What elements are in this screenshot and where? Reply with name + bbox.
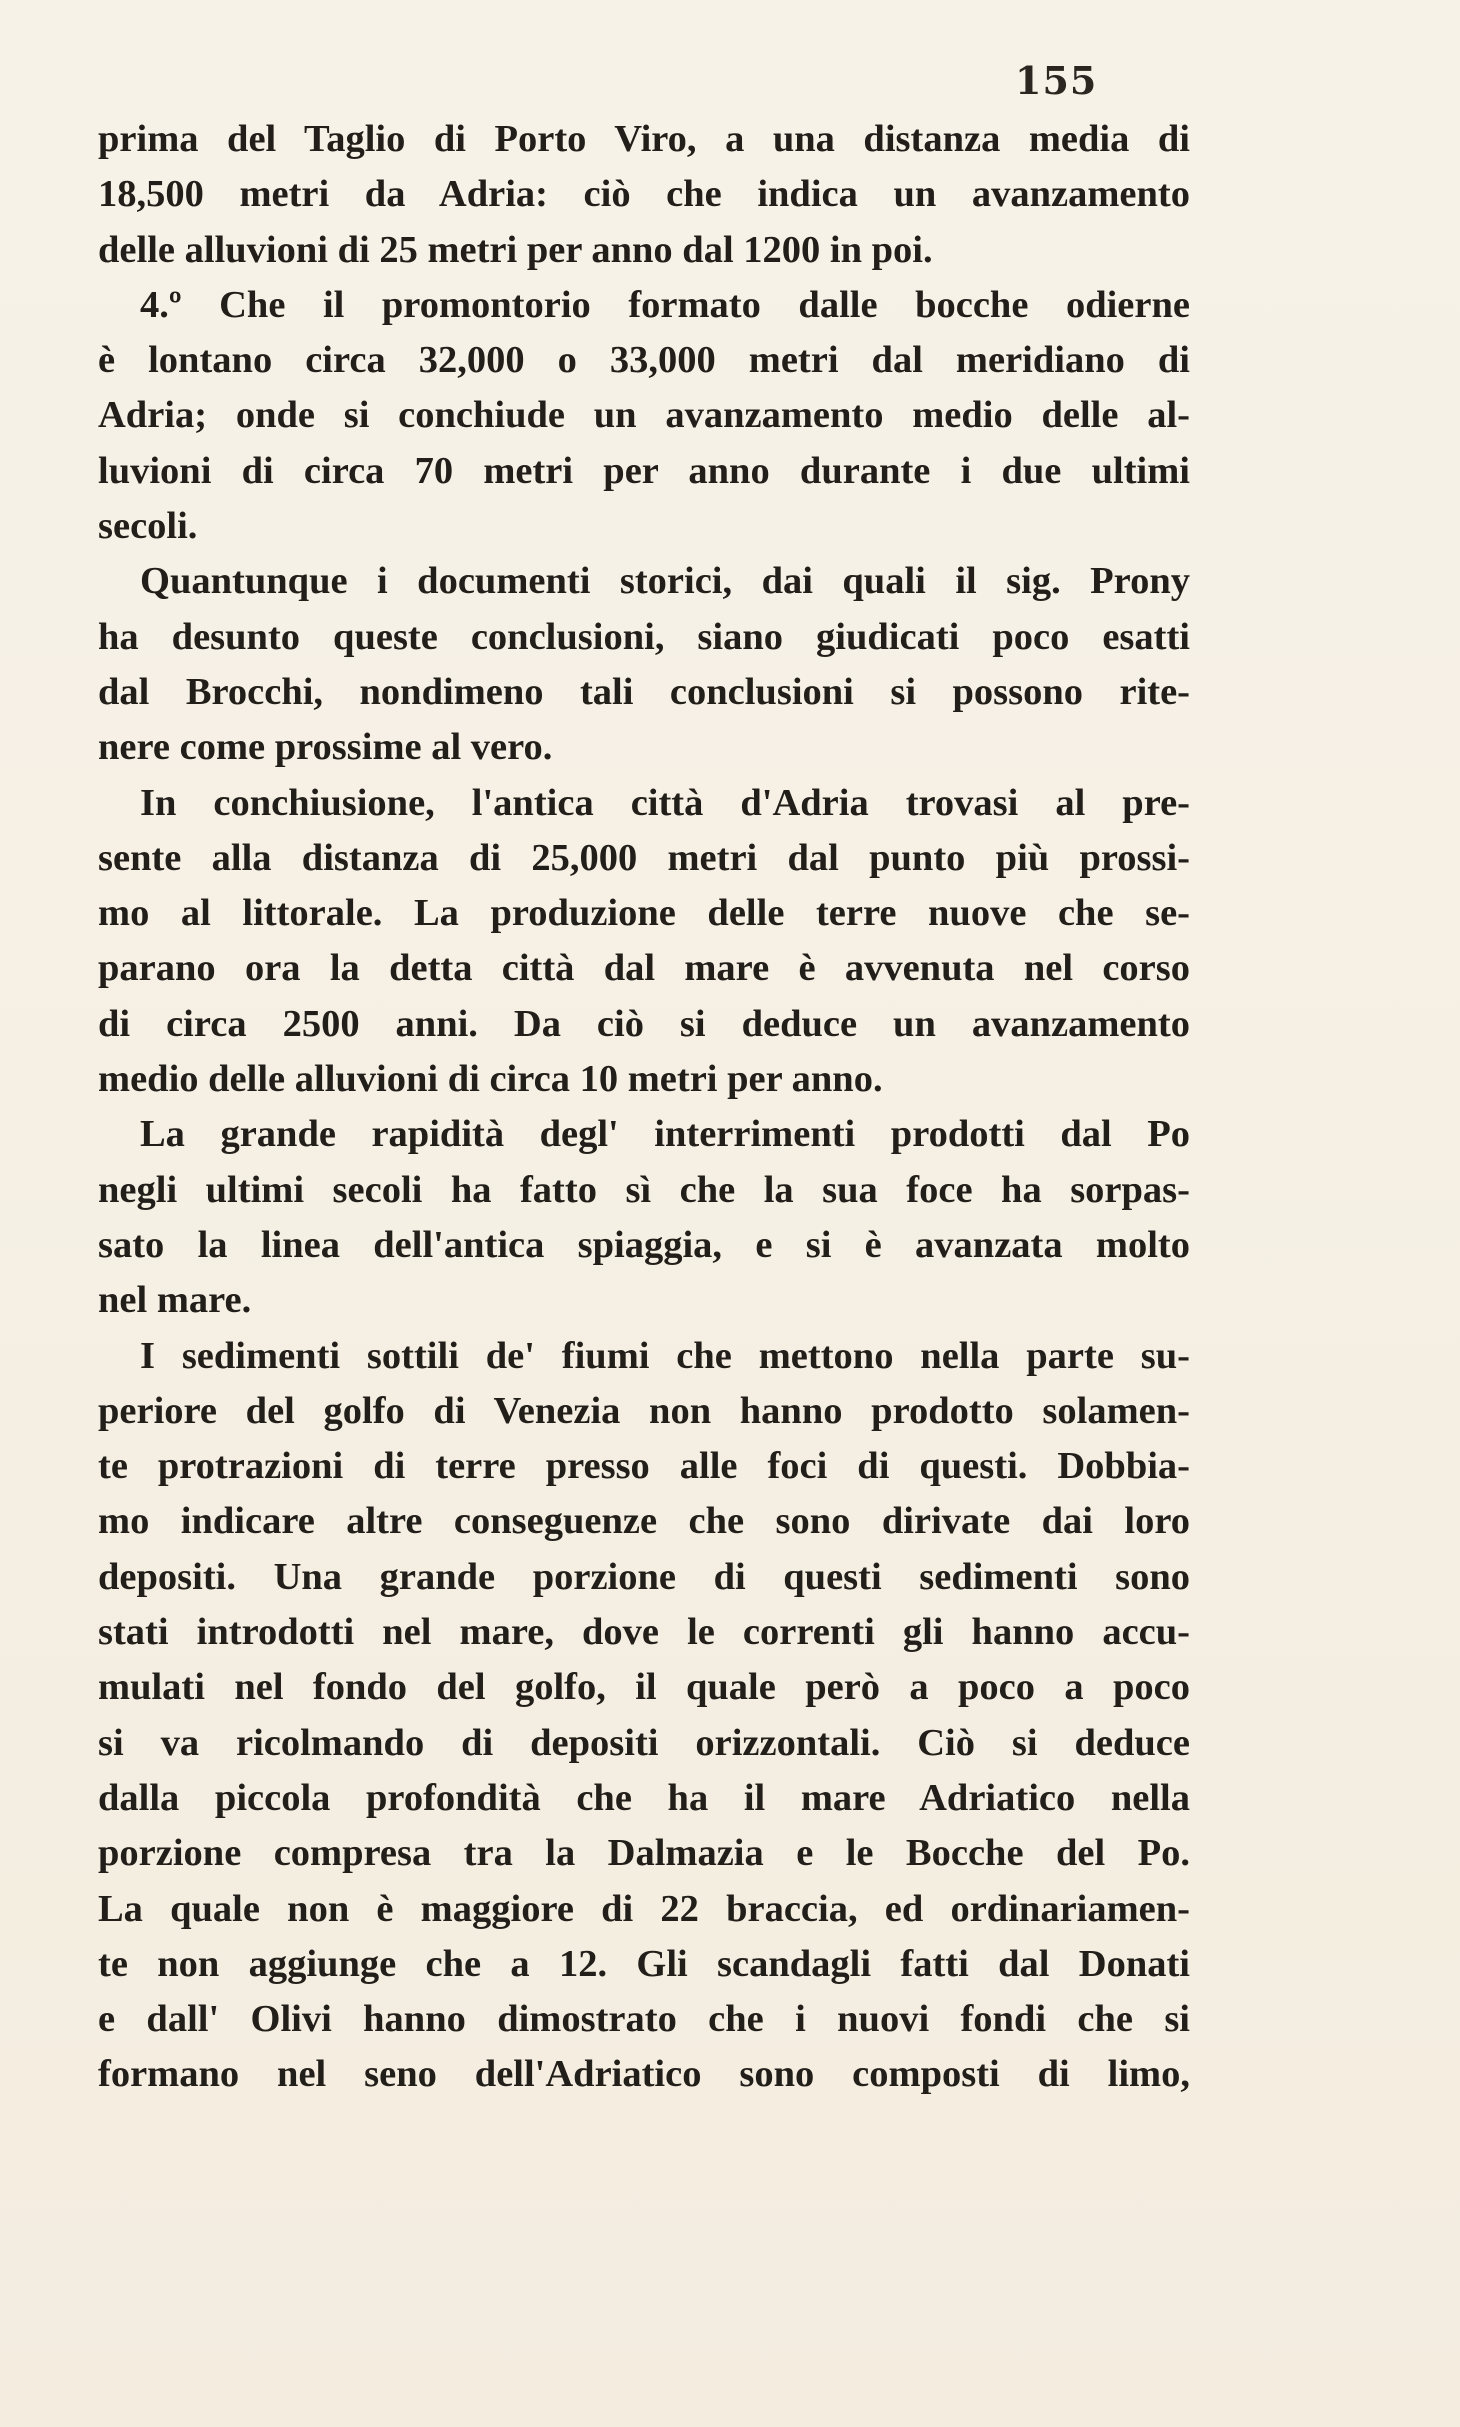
text-line: stati introdotti nel mare, dove le correnti gli hanno accu-	[98, 1611, 1190, 1654]
text-line: si va ricolmando di depositi orizzontali. Ciò si deduce	[98, 1721, 1190, 1764]
text-line: prima del Taglio di Porto Viro, a una distanza media di	[98, 118, 1190, 160]
text-line: 4.º Che il promontorio formato dalle bocche odierne	[140, 283, 1190, 326]
text-line: periore del golfo di Venezia non hanno prodotto solamen-	[98, 1389, 1190, 1432]
text-line: te non aggiunge che a 12. Gli scandagli fatti dal Donati	[98, 1942, 1190, 1985]
text-line: dalla piccola profondità che ha il mare Adriatico nella	[98, 1776, 1190, 1819]
text-line: 18,500 metri da Adria: ciò che indica un avanzamento	[98, 173, 1190, 216]
text-line: secoli.	[98, 505, 198, 548]
text-line: mulati nel fondo del golfo, il quale però a poco a poco	[98, 1666, 1190, 1709]
text-line: nel mare.	[98, 1279, 252, 1322]
text-line: e dall' Olivi hanno dimostrato che i nuovi fondi che si	[98, 1998, 1190, 2041]
text-line: mo al littorale. La produzione delle terre nuove che se-	[98, 892, 1190, 935]
text-line: luvioni di circa 70 metri per anno durante i due ultimi	[98, 449, 1190, 492]
text-line: mo indicare altre conseguenze che sono dirivate dai loro	[98, 1500, 1190, 1543]
text-line: nere come prossime al vero.	[98, 726, 553, 769]
text-line: ha desunto queste conclusioni, siano giudicati poco esatti	[98, 615, 1190, 658]
text-line: delle alluvioni di 25 metri per anno dal 1200 in poi.	[98, 228, 933, 271]
text-line: dal Brocchi, nondimeno tali conclusioni si possono rite-	[98, 670, 1190, 713]
text-line: sato la linea dell'antica spiaggia, e si è avanzata molto	[98, 1223, 1190, 1266]
text-line: In conchiusione, l'antica città d'Adria trovasi al pre-	[140, 781, 1190, 824]
text-line: porzione compresa tra la Dalmazia e le Bocche del Po.	[98, 1832, 1190, 1875]
text-line: negli ultimi secoli ha fatto sì che la sua foce ha sorpas-	[98, 1168, 1190, 1211]
text-line: Quantunque i documenti storici, dai quali il sig. Prony	[140, 560, 1190, 603]
text-line: medio delle alluvioni di circa 10 metri per anno.	[98, 1058, 883, 1101]
text-line: te protrazioni di terre presso alle foci di questi. Dobbia-	[98, 1445, 1190, 1488]
text-line: I sedimenti sottili de' fiumi che mettono nella parte su-	[140, 1334, 1190, 1377]
text-line: depositi. Una grande porzione di questi sedimenti sono	[98, 1555, 1190, 1598]
page-number: 155	[1015, 58, 1098, 103]
text-line: parano ora la detta città dal mare è avvenuta nel corso	[98, 947, 1190, 990]
body-text	[98, 112, 1190, 2103]
text-line: di circa 2500 anni. Da ciò si deduce un avanzamento	[98, 1002, 1190, 1045]
text-line: sente alla distanza di 25,000 metri dal punto più prossi-	[98, 836, 1190, 879]
text-line: La grande rapidità degl' interrimenti prodotti dal Po	[140, 1113, 1190, 1156]
text-line: Adria; onde si conchiude un avanzamento medio delle al-	[98, 394, 1190, 437]
text-line: formano nel seno dell'Adriatico sono composti di limo,	[98, 2053, 1190, 2096]
text-line: La quale non è maggiore di 22 braccia, ed ordinariamen-	[98, 1887, 1190, 1930]
text-line: è lontano circa 32,000 o 33,000 metri dal meridiano di	[98, 339, 1190, 382]
